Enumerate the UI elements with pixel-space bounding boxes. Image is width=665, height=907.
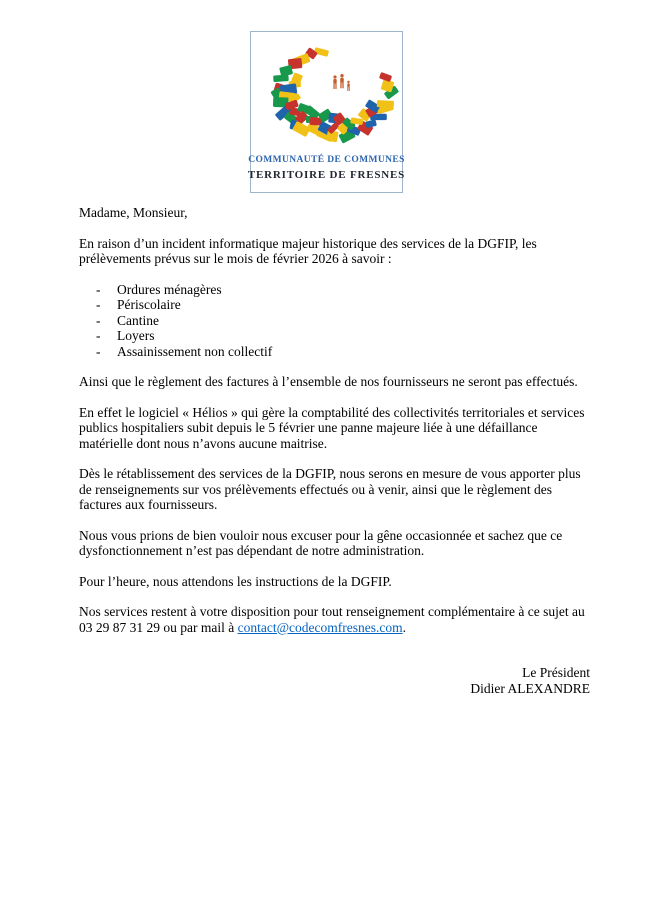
logo-mosaic-svg [251,33,402,151]
list-dash: - [96,328,101,343]
list-item [79,313,594,329]
person-icon [333,75,336,89]
list-item-label: Ordures ménagères [117,281,222,297]
intro-paragraph: En raison d’un incident informatique majeur historique des services de la DGFIP, les prélèvements prévus sur le mois de février 2026 à savoir : [79,235,537,266]
list-dash: - [96,297,101,312]
person-icon [340,74,344,88]
contact-text-after: . [402,619,406,635]
list-dash: - [96,281,101,297]
logo-frame [247,31,406,193]
logo-title-line2: TERRITOIRE DE FRESNES [247,169,406,181]
contact-email-link[interactable]: contact@codecomfresnes.com [237,619,403,635]
people-icon [333,74,349,91]
person-icon [347,81,350,91]
logo-title-line1: COMMUNAUTÉ DE COMMUNES [248,155,405,165]
signature-title: Le Président [522,665,590,680]
list-item-label: Loyers [117,328,155,343]
salutation: Madame, Monsieur, [79,205,188,220]
list-item [79,328,594,344]
letter-body [79,205,594,696]
list-item-label: Cantine [117,312,159,328]
list-dash: - [96,343,101,359]
list-item-label: Périscolaire [117,297,181,312]
list-item [79,297,594,313]
contact-paragraph [79,604,594,635]
list-item [79,282,594,298]
signature-block [79,665,594,696]
list-item [79,344,594,360]
prelevements-list [79,282,594,360]
signature-name: Didier ALEXANDRE [470,680,590,696]
suppliers-paragraph: Ainsi que le règlement des factures à l’ensemble de nos fournisseurs ne seront pas effectués. [79,374,578,389]
contact-text-before: Nos services restent à votre disposition pour tout renseignement complémentaire à ce sujet au 03 29 87 31 29 ou par mail à [79,604,585,635]
helios-paragraph: En effet le logiciel « Hélios » qui gère la comptabilité des collectivités territoriales et services publics hospitaliers subit depuis le 5 février une panne majeure liée à une défaillance matérielle dont nous n’avons aucune maitrise. [79,404,585,451]
list-item-label: Assainissement non collectif [117,343,273,359]
restoration-paragraph: Dès le rétablissement des services de la DGFIP, nous serons en mesure de vous apporter plus de renseignements sur vos prélèvements effectués ou à venir, ainsi que le règlement des factures aux fournisseurs. [79,466,581,512]
list-dash: - [96,312,101,328]
apology-paragraph: Nous vous prions de bien vouloir nous excuser pour la gêne occasionnée et sachez que ce dysfonctionnement n’est pas dépendant de notre administration. [79,527,563,558]
instructions-paragraph: Pour l’heure, nous attendons les instructions de la DGFIP. [79,573,392,589]
